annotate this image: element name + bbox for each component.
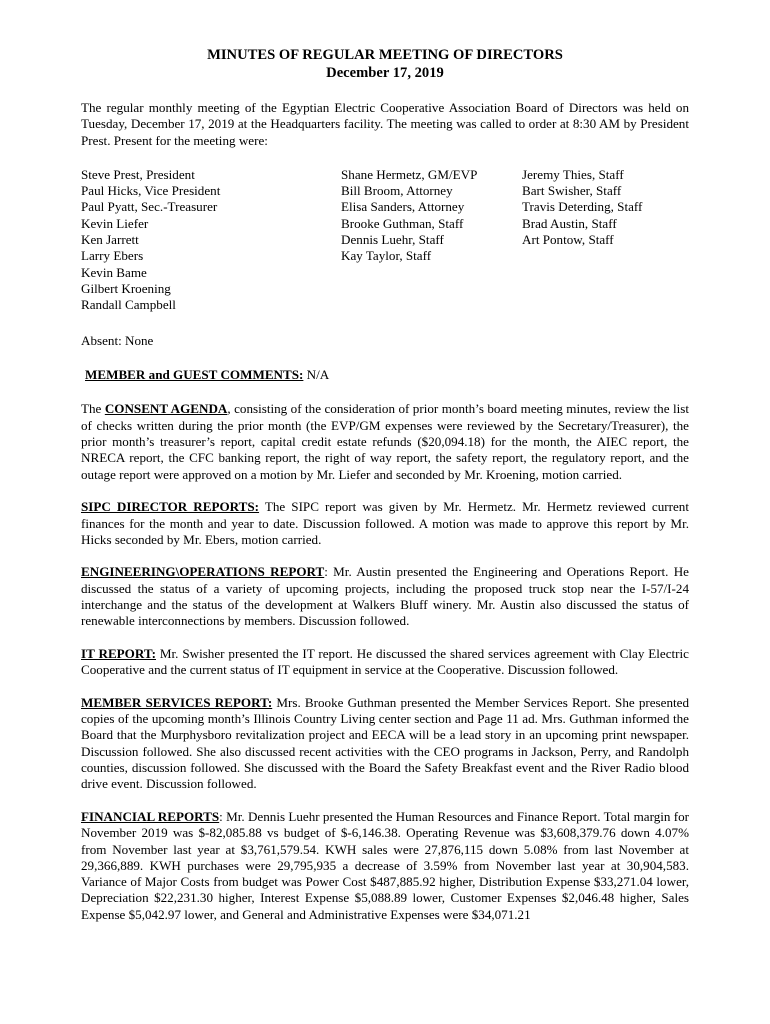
attendee: Jeremy Thies, Staff — [522, 166, 624, 182]
sipc-section — [81, 499, 689, 548]
consent-agenda-text: , consisting of the consideration of prior month’s board meeting minutes, review the list of checks written during the prior month (the EVP/GM expenses were reviewed by the Secretary/Treasurer), the prior month’s treasurer’s report, capital credit estate refunds ($20,094.18) for the month, the AIEC report, the NRECA report, the CFC banking report, the right of way report, the safety report, the regulatory report, and the outage report were approved on a motion by Mr. Liefer and seconded by Mr. Kroening, motion carried. — [81, 401, 689, 482]
directors-column — [81, 167, 220, 314]
attendee: Bill Broom, Attorney — [341, 183, 453, 199]
member-services-section — [81, 695, 689, 793]
member-services-heading: MEMBER SERVICES REPORT: — [81, 694, 273, 710]
sipc-heading: SIPC DIRECTOR REPORTS: — [81, 499, 260, 515]
attendee: Kay Taylor, Staff — [341, 248, 432, 264]
attendee: Elisa Sanders, Attorney — [341, 199, 465, 215]
attendee: Steve Prest, President — [81, 166, 195, 182]
absent-line: Absent: None — [81, 332, 154, 348]
attendee: Ken Jarrett — [81, 232, 139, 248]
engineering-section — [81, 564, 689, 629]
attendee: Bart Swisher, Staff — [522, 183, 622, 199]
staff-column-2 — [522, 167, 642, 248]
attendee: Kevin Bame — [81, 264, 147, 280]
attendee: Dennis Luehr, Staff — [341, 232, 444, 248]
it-section — [81, 646, 689, 679]
it-heading: IT REPORT: — [81, 645, 156, 661]
attendee: Larry Ebers — [81, 248, 144, 264]
meeting-date: December 17, 2019 — [326, 65, 444, 81]
attendee: Randall Campbell — [81, 297, 176, 313]
attendee: Kevin Liefer — [81, 215, 149, 231]
attendee: Travis Deterding, Staff — [522, 199, 643, 215]
consent-agenda-section — [81, 401, 689, 482]
attendee: Shane Hermetz, GM/EVP — [341, 166, 478, 182]
it-text: Mr. Swisher presented the IT report. He discussed the shared services agreement with Clay Electric Cooperative and the current status of IT equipment in service at the Cooperative. Discussion followed. — [81, 645, 689, 678]
attendee: Brad Austin, Staff — [522, 215, 617, 231]
intro-paragraph: The regular monthly meeting of the Egyptian Electric Cooperative Association Board of Directors was held on Tuesday, December 17, 2019 at the Headquarters facility. The meeting was called to order at 8:30 AM by President Prest. Present for the meeting were: — [81, 100, 689, 148]
attendee: Brooke Guthman, Staff — [341, 215, 464, 231]
financial-heading: FINANCIAL REPORTS — [81, 808, 220, 824]
document-title: MINUTES OF REGULAR MEETING OF DIRECTORS — [207, 47, 563, 63]
consent-prefix: The — [81, 401, 105, 417]
staff-column-1 — [341, 167, 477, 265]
member-guest-comments — [81, 367, 689, 383]
financial-section — [81, 809, 689, 923]
attendee: Art Pontow, Staff — [522, 232, 614, 248]
attendee: Gilbert Kroening — [81, 280, 171, 296]
financial-text: : Mr. Dennis Luehr presented the Human Resources and Finance Report. Total margin for November 2019 was $-82,085.88 vs budget of $-6,146.38. Operating Revenue was $3,608,379.76 down 4.07% from November last year at $3,761,579.54. KWH sales were 27,876,115 down 5.08% from last November at 29,366,889. KWH purchases were 29,795,935 a decrease of 3.59% from November last year at 30,904,583. Variance of Major Costs from budget was Power Cost $487,885.92 higher, Distribution Expense $33,271.04 lower, Depreciation $22,231.30 higher, Interest Expense $5,088.89 lower, Customer Expenses $2,046.48 higher, Sales Expense $5,042.97 lower, and General and Administrative Expenses were $34,071.21 — [81, 808, 689, 922]
minutes-document — [81, 46, 689, 923]
member-comments-heading: MEMBER and GUEST COMMENTS: — [85, 367, 304, 383]
engineering-heading: ENGINEERING\OPERATIONS REPORT — [81, 564, 325, 580]
sipc-text: The SIPC report was given by Mr. Hermetz. Mr. Hermetz reviewed current finances for the month and year to date. Discussion followed. A motion was made to approve this report by Mr. Hicks seconded by Mr. Ebers, motion carried. — [81, 499, 689, 547]
attendee: Paul Pyatt, Sec.-Treasurer — [81, 199, 218, 215]
member-comments-value: N/A — [306, 367, 330, 383]
attendee-list — [81, 167, 689, 315]
member-services-text: Mrs. Brooke Guthman presented the Member Services Report. She presented copies of the upcoming month’s Illinois Country Living center section and Page 11 ad. Mrs. Guthman informed the Board that the Murphysboro revitalization project and EECA will be a lead story in an upcoming print newspaper. Discussion followed. She also discussed recent activities with the CEO programs in Jackson, Perry, and Randolph counties, discussion followed. She discussed with the Board the Safety Breakfast event and the River Radio blood drive event. Discussion followed. — [81, 694, 690, 792]
attendee: Paul Hicks, Vice President — [81, 183, 221, 199]
consent-agenda-heading: CONSENT AGENDA — [104, 401, 228, 417]
engineering-text: : Mr. Austin presented the Engineering and Operations Report. He discussed the status of a variety of upcoming projects, including the proposed truck stop near the I-57/I-24 interchange and the status of the development at Walkers Bluff winery. Mr. Austin also discussed the status of renewable interconnections by members. Discussion followed. — [81, 564, 689, 629]
